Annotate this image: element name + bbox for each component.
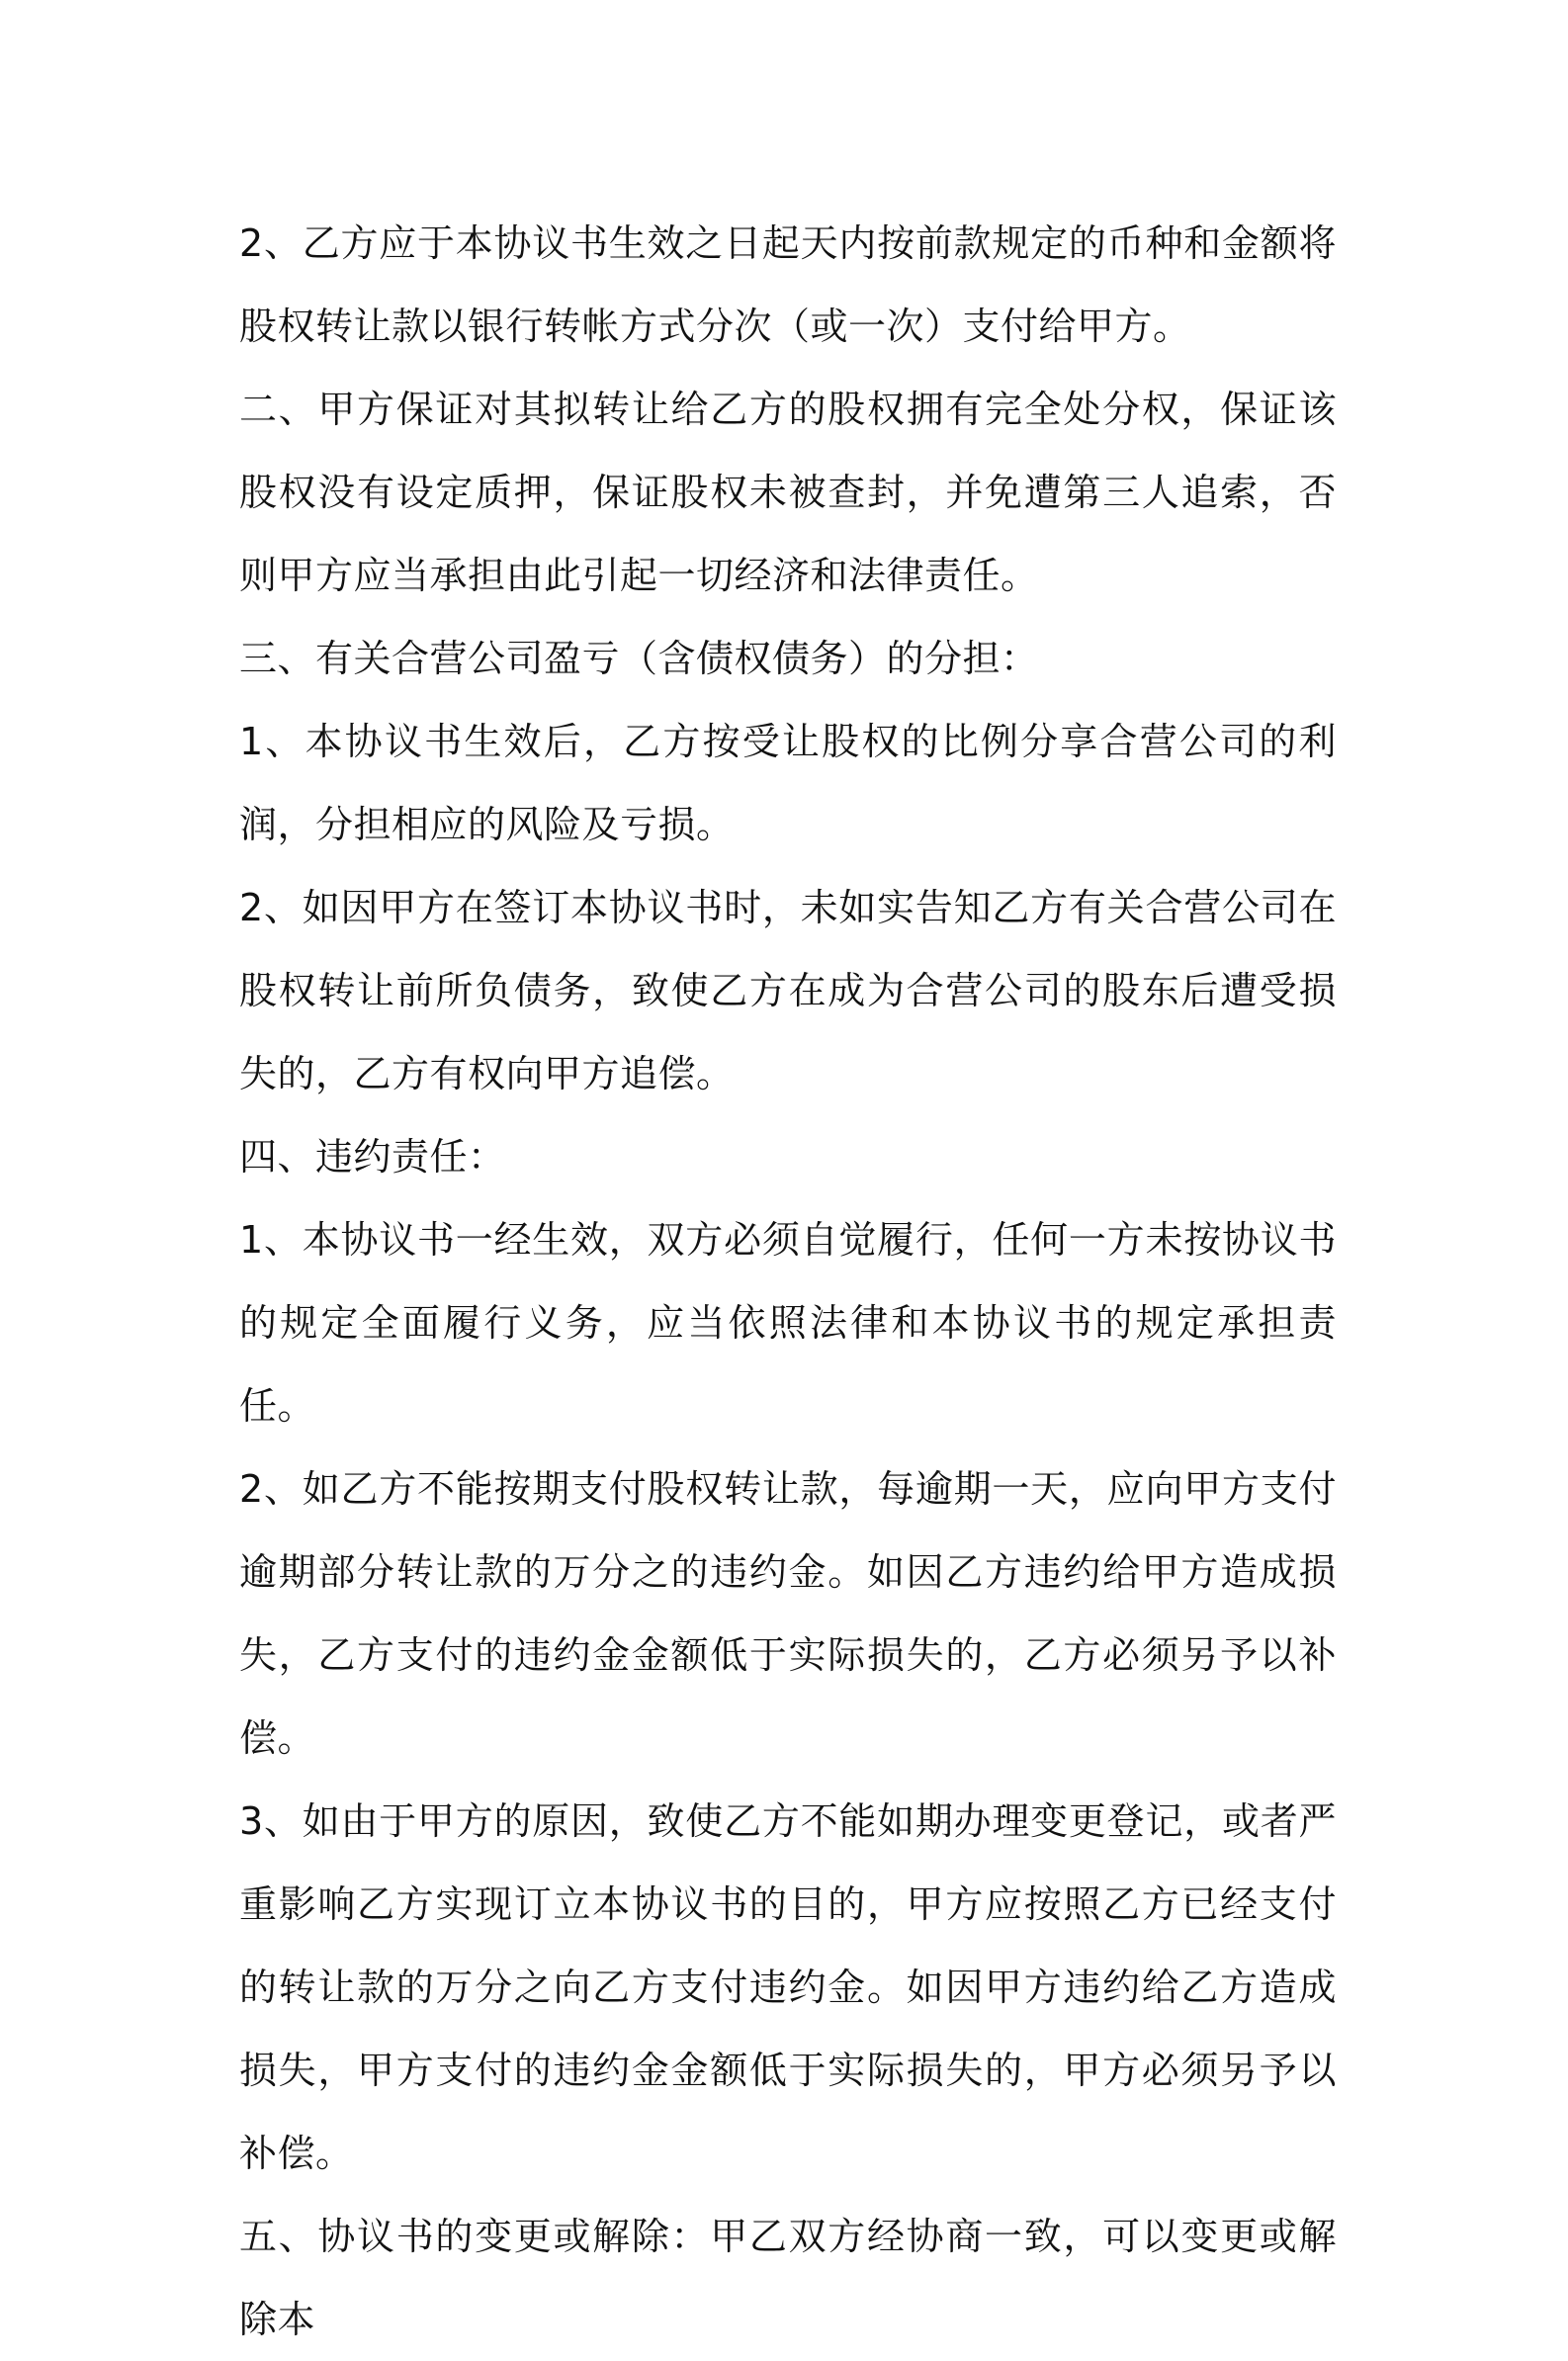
paragraph-registration-default: 3、如由于甲方的原因，致使乙方不能如期办理变更登记，或者严重影响乙方实现订立本协议书的目的，甲方应按照乙方已经支付的转让款的万分之向乙方支付违约金。如因甲方违约给乙方造成损失，甲方支付的违约金金额低于实际损失的，甲方必须另予以补偿。	[239, 1799, 1337, 2175]
heading-section-three-profit-loss: 三、有关合营公司盈亏（含债权债务）的分担：	[239, 637, 1039, 680]
paragraph-debt-recovery: 2、如因甲方在签订本协议书时，未如实告知乙方有关合营公司在股权转让前所负债务，致使乙方在成为合营公司的股东后遭受损失的，乙方有权向甲方追偿。	[239, 886, 1337, 1095]
heading-section-four-liability: 四、违约责任：	[239, 1135, 506, 1179]
paragraph-payment-term: 2、乙方应于本协议书生效之日起天内按前款规定的币种和金额将股权转让款以银行转帐方式分次（或一次）支付给甲方。	[239, 221, 1337, 348]
paragraph-profit-sharing: 1、本协议书生效后，乙方按受让股权的比例分享合营公司的利润，分担相应的风险及亏损。	[239, 720, 1337, 846]
paragraph-section-five-amendment: 五、协议书的变更或解除：甲乙双方经协商一致，可以变更或解除本	[239, 2215, 1337, 2341]
paragraph-late-payment-penalty: 2、如乙方不能按期支付股权转让款，每逾期一天，应向甲方支付逾期部分转让款的万分之的违约金。如因乙方违约给甲方造成损失，乙方支付的违约金金额低于实际损失的，乙方必须另予以补偿。	[239, 1467, 1337, 1760]
paragraph-performance-obligation: 1、本协议书一经生效，双方必须自觉履行，任何一方未按协议书的规定全面履行义务，应当依照法律和本协议书的规定承担责任。	[239, 1218, 1337, 1428]
document-body	[239, 202, 1337, 2361]
paragraph-section-two-warranty: 二、甲方保证对其拟转让给乙方的股权拥有完全处分权，保证该股权没有设定质押，保证股权未被查封，并免遭第三人追索，否则甲方应当承担由此引起一切经济和法律责任。	[239, 388, 1337, 597]
